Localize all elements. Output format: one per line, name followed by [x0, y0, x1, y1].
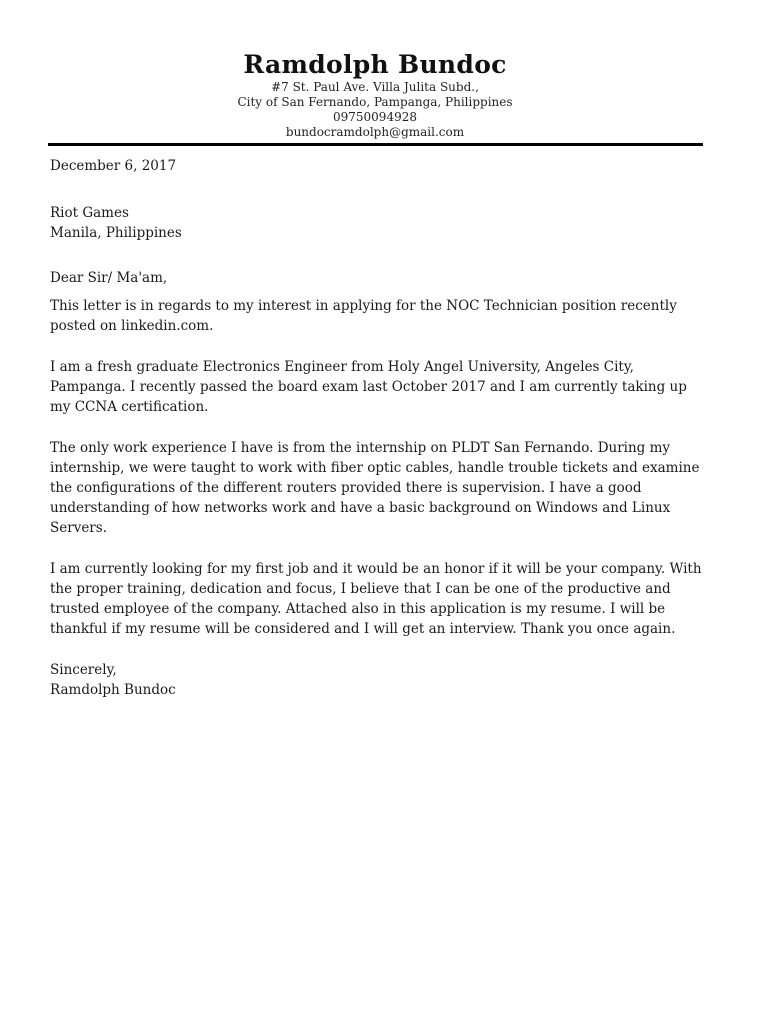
- sender-address-line1: #7 St. Paul Ave. Villa Julita Subd.,: [271, 80, 479, 94]
- closing-block: [50, 660, 710, 700]
- header-divider: [48, 143, 703, 146]
- recipient-location: Manila, Philippines: [50, 225, 182, 241]
- salutation: Dear Sir/ Ma'am,: [50, 270, 168, 286]
- letter-date: December 6, 2017: [50, 158, 177, 174]
- paragraph-2: I am a fresh graduate Electronics Engineer from Holy Angel University, Angeles City, Pampanga. I recently passed the board exam last October 2017 and I am currently taking up my CCNA certification.: [50, 359, 687, 415]
- closing-phrase: Sincerely,: [50, 662, 117, 678]
- paragraph-1: This letter is in regards to my interest in applying for the NOC Technician position recently posted on linkedin.com.: [50, 298, 677, 334]
- sender-name: Ramdolph Bundoc: [243, 50, 507, 79]
- signature-name: Ramdolph Bundoc: [50, 682, 176, 698]
- paragraph-3: The only work experience I have is from the internship on PLDT San Fernando. During my internship, we were taught to work with fiber optic cables, handle trouble tickets and examine the configurations of the different routers provided there is supervision. I have a good understanding of how networks work and have a basic background on Windows and Linux Servers.: [50, 440, 700, 536]
- sender-email: bundocramdolph@gmail.com: [285, 125, 465, 139]
- sender-phone: 09750094928: [333, 110, 417, 124]
- letterhead: [0, 50, 750, 140]
- paragraph-4: I am currently looking for my first job and it would be an honor if it will be your company. With the proper training, dedication and focus, I believe that I can be one of the productive and trusted employee of the company. Attached also in this application is my resume. I will be thankful if my resume will be considered and I will get an interview. Thank you once again.: [50, 561, 702, 637]
- recipient-company: Riot Games: [50, 205, 129, 221]
- sender-address-line2: City of San Fernando, Pampanga, Philippines: [237, 95, 513, 109]
- recipient-block: [50, 203, 710, 243]
- letter-body: [50, 156, 710, 700]
